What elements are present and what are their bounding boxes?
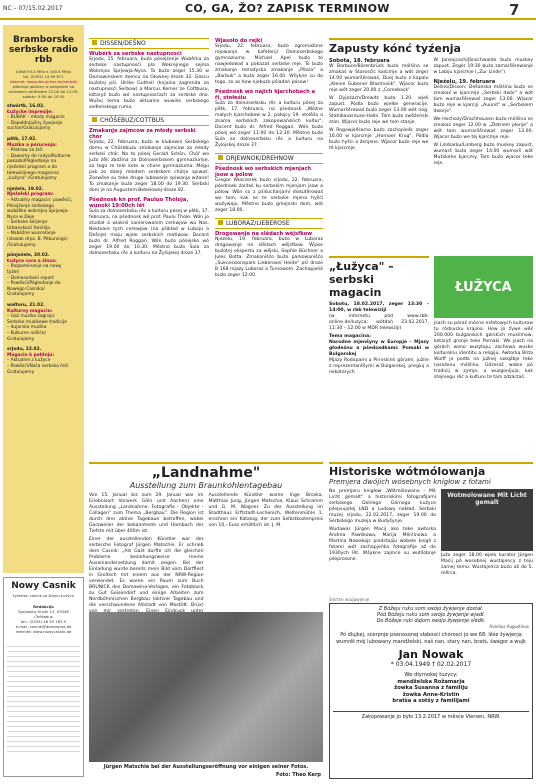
historiske-text: Wudawar Jürgen Macij ako teke awtorka Andrea Pawlikowa, Marija Měrćinowa a Martina Nowakojc piedstajiju wobele knigłi z fotami wót zachopjeńka fotografije až do 1930ych lět. Wšykne zajmce su wutšobnje pśeprosone. — [329, 527, 436, 562]
radio-title: Bramborske serbske radio rbb — [9, 35, 78, 65]
schedule-item: – BUBAK – młody magacin — [7, 115, 65, 121]
heading-cottbus: CHÓŚEBUZ/COTTBUS — [89, 115, 209, 126]
schedule-item: – Dopołdnjajšny žywjenje — [7, 120, 63, 126]
schedule-date: pětk, 17.02. — [7, 136, 37, 142]
radio-line1: wšednje gódziny w pónjeźele na serbskem zarědnem 12.00 do 13.00; — [8, 84, 79, 94]
article-title: Pśednosk wó serbskich mjenjach jsow a pólow — [215, 166, 312, 178]
zapusty-text: W Jansojcach/Jänschwalde buźo muskey zapust. Zeger 19:30 buźo zamaršěrowanje w Labiju kjarcmje („Zur Linde"). — [433, 58, 533, 75]
schedule-item: – Rozpominanje na nowy — [7, 264, 62, 270]
landnahme-text: Von 15. Januar bis zum 29. Januar war im Erlebnisort Vorwerk Göln und Aachen) eine Ausstellung „Landnahme. Fotografie - Objekte - Collagen" zum Thema „Bergbau". Die Region ist durch drei aktive Tagebaue betroffen, wobei Garzweiler der bekannteste und Hambach der Tiefste mit über 400m ist. — [89, 493, 204, 534]
photo-credit: Foto: Theo Kerp — [276, 772, 321, 778]
casnik-web[interactable]: internet: www.nowycasnik.de — [15, 629, 72, 634]
schedule-item: Gratulujomy — [7, 292, 35, 298]
deceased-name: Jan Nowak — [398, 648, 464, 661]
article-title: Wjasoło do rejki — [215, 38, 263, 44]
schedule-day — [7, 137, 81, 182]
schedule-item: – Aktualne z Łužyce — [7, 358, 51, 364]
casnik-fineprint — [7, 642, 80, 752]
schedule-item: pokazki/Pógledanje na — [7, 159, 57, 165]
luzyca-logo: ŁUŽYCA — [434, 256, 533, 318]
obituary — [329, 597, 533, 780]
schedule-date: njeźela, 19.02. — [7, 186, 44, 192]
schedule-item: tyźeń — [7, 270, 20, 276]
schedule-item: nježelski program a do — [7, 164, 58, 170]
schedule-program: Łužycke impresije: — [7, 109, 53, 115]
page-header — [0, 0, 536, 20]
schedule-date: wałtoru, 21.02. — [7, 303, 45, 308]
schedule-item: Urbanskosć familija — [7, 225, 50, 231]
zapusty-text: W Rogowje/Horno buźo zachopieśk zeger 16.00 w kjarcmje „Hornoer Krug". Pódla buźo hyšci a žeńjene. Wjacor buźo reje we té kjarcmje. — [329, 128, 429, 151]
schedule-program: Magacin k połdnju: — [7, 352, 55, 358]
schedule-program: Nježelski program: — [7, 192, 54, 198]
heading-dessen: DISSEN/DEŠNO — [89, 38, 209, 49]
zapusty-title: Zapusty kónć tyźenja — [329, 38, 533, 55]
issue-label: NC – 07/15.02.2017 — [3, 5, 63, 12]
schedule-item: – Serbske kórjenje: — [7, 220, 49, 226]
article-title: Pśednosk kn prof. Pauluo Tholoja, wunoki 19:00ch lět — [89, 197, 189, 209]
heading-lieberose: LUBORAZ/LIEBEROSE — [215, 218, 323, 229]
schedule-program: Łužyca cora a źinsa: — [7, 258, 57, 264]
schedule-program: Muzika a pórucenja: — [7, 142, 57, 148]
schedule-day — [7, 347, 81, 375]
schedule-item: suchar/Gratulujomy — [7, 126, 51, 132]
schedule-item: – Dolnoserbski report — [7, 275, 54, 281]
landnahme-title: „Landnahme" — [89, 462, 323, 481]
landnahme-article — [89, 462, 323, 782]
landnahme-text: Einer der ausstellenden Künstler war der serbische Fotograf Jürgen Matschie. Er schrieb dem Casnik: „Als Gast durfte ich die gleichen Probleme beziehungsweise meine Auseinandersetzung damit zeigen. Bei der Einladung wurde bereits mein Bild vom Dorfflest in Groitsch mit einem aus der NRW-Region verwendet. Es waren ein Raum zum Buch BRUNICK des Domowina-Verlages, ein Fotoblock zu Gut Geisendorf und einige Arbeiten zum Nordböhmischen Bergbau (aktiver Tagebau und die verschwundene Altstadt von Most/dt. Brüx) — [89, 537, 204, 608]
luzyca-text: jsach su póraś mócne městowych kulturow tu ródnucku krajina. How jo žywe wěś 200.000 bulgarskich górskich muslimow, kotaryž gronje teke Pomaki. We jsach na górách wono wuzýtaju, zachowa wuske kulturelnu identitu a religiju. Awtorka Brita Wulff je podła na južnej swajźbje teke naroźenu mólśinu. Gdzeraž wobie pó tradicij w zymje, a wuzgonijujo, kak stejniegu rěć a kulturu te tam zdzarźaś. — [434, 321, 533, 380]
zapusty-text: Dešno/Dissen: Dešańska mólśina buźo se zmakaś w kjarcmje „Serbski dwór" a wót tam wumaršěrowaś zeger 13.00. Wjacor buźo reje w kjarcŋi „Auund" w „Serbskem dworje". — [433, 85, 533, 114]
page-number: 7 — [509, 1, 520, 19]
article-text: Gregor Wieczorek buźo srjodu, 22. februara, pśednosk źaržaś ku serbskim mjenjam jsow a pólow. Wón co z pśiśucharjami diskutěrowaś wo tom, kak se te serbske mjena hyšći wužywaju. Městno buźo gmejnski dom, wót zeger 18.00. — [215, 178, 323, 213]
zapusty-text: W Barbuce/Bärenbrück buźo mólśina se zmakaś w Starosćic kaścmje a wót zeger 14.00 wumaršěrowaś, Duoj buźo z kapalu „Kleine Gubener Blasmusik". Wjacor buźo reje wót zeger 20.00 z „Comeback" — [329, 64, 429, 93]
casnik-address: Sprjewiny kružk 13, 03046 Chóśebuz — [18, 609, 69, 619]
schedule-date: pónjeźele, 20.02. — [7, 253, 50, 259]
historiske-text: Na premjeru knigłow „Wótmólowane - Mit Licht gemalt" a historiskimi fotografijami serbskego Dolnego Górnego Łužyce pśepsujotej LND a Ludowy nakład. Serbski muzej srjodu, 22.02.2017, zeger 19.00 do Serbskego muzeja w Budyšynje. — [329, 489, 436, 524]
obituary-label: Smrtne wozjawjenje — [329, 597, 370, 602]
historiske-article — [329, 462, 533, 592]
obituary-poem: Z Bóžeju ruku som swójo žywjenje dostał. Pód Bóžeju ruku som swójo žywjenje wjadł. Do Bóžeje ruki dajom swójo žywjenje slědk. — [376, 606, 486, 624]
book-cover: Wotmolowane Mit Licht gemalt — [441, 489, 533, 551]
article-title: Drogowanje na slědach wějsfkow — [215, 231, 313, 237]
schedule-item: Serbske muzikowe tradicije — [7, 319, 67, 325]
luzyca-article — [329, 256, 533, 454]
radio-tel: tel. (0355) 14 99 871 — [23, 74, 64, 79]
schedule-item: – dujarska muzika — [7, 325, 47, 331]
schedule-day — [7, 253, 81, 298]
schedule-item: Gratulujomy — [7, 336, 35, 342]
schedule-item: – Kulturne nošiće/ — [7, 330, 46, 336]
radio-sidebar — [3, 25, 84, 573]
schedule-item: – Póstrow za žiśi — [7, 148, 43, 154]
luzyca-title: „Łužyca" – serbski magacin — [329, 256, 429, 299]
article-title: Wuběrk za serbske nastupnosći — [89, 51, 182, 57]
casnik-tel: tel.: (0355) 48 55 763 0 — [20, 619, 67, 624]
casnik-mail[interactable]: e-mail: casnik@domowina.de — [15, 624, 72, 629]
schedule-item: – Nabóžne wuscelanje — [7, 231, 56, 237]
zapusty-text: W Limbarku/Limberg buźo muskey zapust, wumarš buźo zeger 14.00 wumarš wót Mužskeho kjarcmy. Tam buźo wjacor teke reje. — [433, 143, 533, 166]
schedule-item: Gratulujomy — [7, 369, 35, 375]
casnik-imprint — [3, 577, 84, 777]
casnik-redakcija: Redakcija — [33, 604, 54, 609]
schedule-item: wubźěka wokrejsa Sprjewja- — [7, 209, 69, 215]
landnahme-subtitle: Ausstellung zum Braunkohlentagebau — [129, 481, 283, 490]
article-text: Srjodu, 22. februara, buźo w klubowni Serbskego domu w Chóśebuzu zmakanje zajmcow za młody serbski chór. Na to pósej Gerald Schön. Chóř wo južo źěli zbóžina za Dolnoserbskem gymnaziumje, za togo re tele koto w chore gymnaziuma. Mógu pak zo daleý młodem serbskem chórje spiwaś. Zaswěse su teke druge lubowarje spiwanja witane! To zmakanje buźo zeger 18.00 do 19.30. Serbski dom je na Augustem-Bebelowej-droze 82. — [89, 140, 209, 193]
schedule-item: /Gratulujomy — [7, 242, 36, 248]
schedule-day — [7, 303, 81, 342]
zapusty-article — [329, 38, 533, 253]
schedule-date: srjodu, 22.02. — [7, 347, 42, 353]
schedule-item: telewizijnego magacina — [7, 170, 59, 176]
luzyca-tema-label: Tema magacina: — [329, 334, 371, 339]
historiske-text: Južo zeger 18.00 wjeło kurator Jürgen Macij pó wosebnej wustajency z teju samej temu. Wustajeńca buźo až do 5. měrca. — [441, 553, 533, 576]
life-dates: * 03.04.1949 † 02.02.2017 — [390, 661, 472, 668]
zapusty-date: Njeźelu, 19. februara — [433, 79, 496, 85]
luzyca-web: (w internetu pód www.rbb-online.de/luzyca; wótdań 23.02.2017, 11:30 – 12:00 w MDR telewiziji) — [329, 314, 429, 331]
schedule-item: Nowego Casnika/ — [7, 286, 45, 292]
mourners: We dłymokej tuzycy: mandželska Rožamarja žowka Susanna z familiju žowka Anne-Kristin bratša a sotšy z familijami — [392, 672, 470, 704]
schedule-item: – Dawamy do radyo/Kulturne — [7, 153, 71, 159]
article-text: Njeźelu, 19. februara, buźo w Luboraz drogowanje na slědach wějsfkow. Wjase buźotej ekspertu za wějski, Sophie Büchner a Jules Botta. Zmakanišćo buźo parkowanišćo „Sukcessionspark Lieberose/ Heide" pśi droze B 168 mjazy Luboraz a Turnowom. Zachopjeńk buźo zeger 12:00. — [215, 237, 323, 278]
casnik-title: Nowy Casnik — [11, 581, 76, 591]
column-cottbus-2 — [215, 38, 323, 458]
landnahme-text: Ausstellende Künstler waren Inge Broska, Matthias Jung, Jürgen Matschie, Klaus Schramm und G. M. Wagner. Zu der Ausstellung im Stadthaus Erftstadt-Lechenich, Weltenmühle 1, erschien ein Katalog, der zum Selbstkostenpreis von 10,- Euro erhältlich ist. J. M. — [208, 493, 323, 528]
article-text: Sula za dolnoserbsku rěc a kulturu pósej w pětk, 17. februara, na pśednosk wó prof. Paulu Thole. Wón jo studiał a wiaknil sanierowanim cerkwjow wu Nas. Nekteare tych cerkwjow (na pśikład w Luboju a Dešnje) maju wjele serbskich motiwow. Docent buźo dr. Alfred Roggan. Wón buźo pósejsko wó zeger 19.00 do 10.30. Městno buźo Sula za dolnoserbsku rěc a kulturu na Žylojskej droze 37. — [89, 209, 209, 256]
schedule-item: „Łužyca" /Gratulujomy — [7, 176, 57, 182]
obituary-text: Pó dlujkej, scerpnje pśenosonej słabosći chórosći jo we 68. lěśe žywjenja wumrěł mój lubowany mandželski, naš nan, stary nan, bratś, šwagor a wujk — [336, 632, 526, 645]
historiske-subtitle: Premjera dwójich wósebnych knigłow z fotami — [329, 478, 491, 486]
burial-note: Zakopowanje jo było 13.2.2017 w měsće Viersen, NRW. — [333, 711, 529, 720]
article-text: Srjodu, 15. februara, buźo pósejźenje Wuběrka za serbske nastupnosći pla Wokrejnego sejma Wokrejsa Sprjewja-Nysa. To buźo zeger 15.30 w Domowinskem domcu na Głownej droze 32. Góscu buźotej pśi. Ulrike Gutheil (knjaina zagronita za nastupnosći Serbow) a Marcus Kerner ze Cottbusu, kótaryž buźo wó nastupnosćach za serbske dno. Wušej tema buźo aktualne wuwiśe serbskego sedleńskego ruma. — [89, 57, 209, 110]
schedule-item: – Gaž muzika zagraju: — [7, 314, 56, 320]
schedule-item: (slowak drpz. B. Pitkunings) — [7, 237, 68, 243]
heading-drehnow: DRJEWNOK/DREHNOW — [215, 153, 323, 164]
poem-source: Aurelius Augustinus — [489, 624, 529, 629]
luzyca-tema: Narodne mjenšyny w Europje – Mjazy głodeśnu a pśedsadkami: Pomaki w Bulgarskej — [329, 340, 429, 357]
historiske-title: Historiske wótmólowanja — [329, 462, 533, 478]
zapusty-text: We Hochozy/Drachhausen buźo mólśina se zmakaś zeger 12.00 w „Złotnem płonje" a wót tam wumaršěrowaś zeger 13.00. Wjacor buźo we tej kjarcmje reje. — [433, 117, 533, 140]
article-text: Srjodu, 22. februara, buźo zgromaźone rejowanje w kafeteriji Dolnoserbskego gymnaziuma. Michael Apel buźo to nawjedowaś a pokazaś serbske reje. To buźo zmakanje tematyska zmakanje „Pšeza" a „Barbuk" a buźo zeger 16.00. Wšykne su do togo, zo as how njebuźo pśiadań pósow! — [215, 44, 323, 85]
radio-line2: sobotu: 9.00 do 10.00 — [22, 94, 65, 99]
radio-freq: (UKW 93.4 MHz a 100.5 MHz) — [15, 69, 72, 74]
schedule-item: Pósejźenje serbskego — [7, 203, 54, 209]
article-title: Pśednosk wó najich kjarchobach a ři, stołeśiu — [215, 89, 316, 101]
article-title: Zmakanje zajmcow za młody serbski chór — [89, 128, 196, 140]
schedule-day — [7, 187, 81, 249]
schedule-item: – Powěsći/Pógledanje do — [7, 281, 61, 287]
schedule-item: – Aktualny magacin: powěsći, — [7, 197, 73, 203]
zapusty-text: W Dyjeżach/Drewitz buźo 1.20. wjeli zapust. Pódla buźo wjelke generacije. Wumaršěrowaś buźo zeger 13.00 wót nog. Stahlbaukrause-Halle. Tam buźo swěźeński stan. Wjacor buźo reje we tom stanje. — [329, 96, 429, 125]
schedule-item: – Powěsći/Naša serbska řeč/ — [7, 363, 69, 369]
luzyca-text: Mjazy Rodopami a Pirinskimi górami, južne z reprezentantšymi w Bulgarskej, pregiuj a nekotarych — [329, 358, 429, 375]
radio-web[interactable]: internet: www.rbb-online.de/serbski — [9, 79, 78, 84]
schedule-date: stwórtk, 16.02. — [7, 104, 45, 109]
casnik-line1: tyźeński casnik za Dolnu Łužycu — [12, 593, 75, 598]
zapusty-date: Sobota, 18. februara — [329, 58, 390, 64]
photo-caption: Jürgen Matschie bei der Ausstellungseröffnung vor einigen seiner Fotos. — [103, 764, 309, 770]
article-text: Sula za dolnoserbsku rěc a kulturu pósej za pětk, 17. februara, na pśednosk „Wóźne małych kjarchobow w 2. połojcy 19. stolěśa a znama serbskich zakopowańskich kultur". Docent buźo dr. Alfred Roggan. Wón buźo pósej wó zeger 11:00 do 12:30. Městno buźo Sula za dolnoserbsku rěc a kulturu na Žylojskej droze 37. — [215, 101, 323, 148]
luzyca-time: Sobotu, 18.02.2017, zeger 13:30 – 14:00, w rbb telewiziji — [329, 302, 429, 313]
matschie-photo — [89, 612, 323, 762]
column-dessen — [89, 38, 209, 458]
section-title: CO, GA, ŽO? ZAPISK TERMINOW — [185, 2, 390, 15]
schedule-program: Kulturny magacin: — [7, 308, 53, 314]
schedule-item: Nysa w Deje — [7, 214, 35, 220]
schedule-day — [7, 104, 81, 132]
